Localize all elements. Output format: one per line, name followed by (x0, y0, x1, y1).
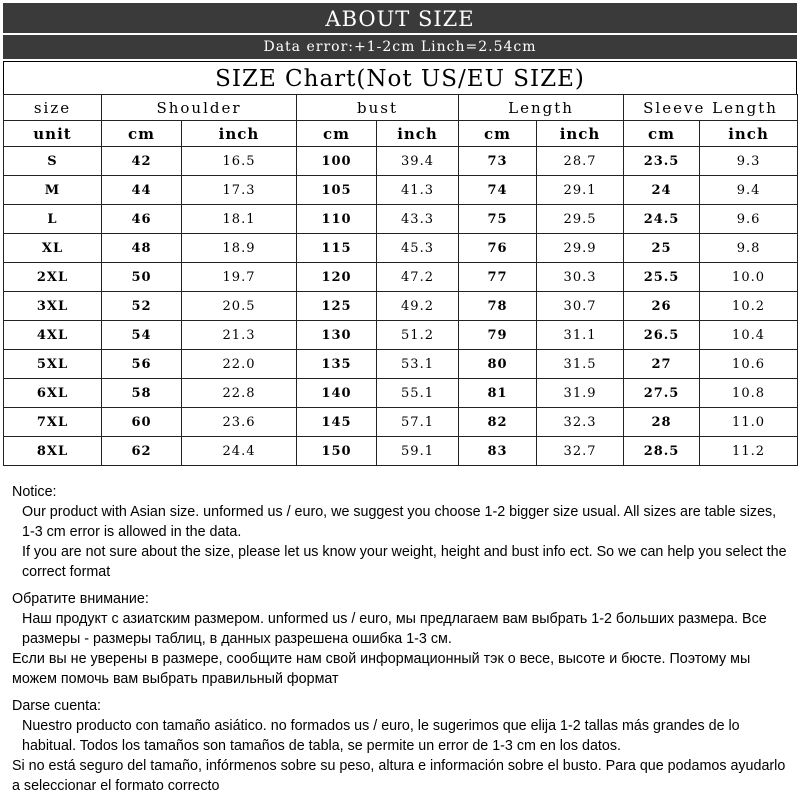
group-header-row (4, 95, 798, 121)
measurement-cell: 43.3 (377, 205, 459, 234)
measurement-cell: 54 (102, 321, 182, 350)
measurement-cell: 32.3 (537, 408, 624, 437)
measurement-cell: 77 (459, 263, 537, 292)
measurement-cell: 9.8 (700, 234, 798, 263)
measurement-cell: 31.9 (537, 379, 624, 408)
measurement-cell: 11.2 (700, 437, 798, 466)
notice-heading-ru: Обратите внимание: (12, 591, 149, 607)
unit-header: cm (297, 121, 377, 147)
measurement-cell: 10.0 (700, 263, 798, 292)
measurement-cell: 78 (459, 292, 537, 321)
measurement-cell: 41.3 (377, 176, 459, 205)
measurement-cell: 130 (297, 321, 377, 350)
measurement-cell: 120 (297, 263, 377, 292)
size-row (4, 176, 798, 205)
size-label-cell: L (4, 205, 102, 234)
notice-text-ru: Если вы не уверены в размере, сообщите нам свой информационный тэк о весе, высоте и бюсте. Поэтому мы можем помочь вам выбрать правильный формат (12, 651, 751, 687)
size-row (4, 205, 798, 234)
unit-header: inch (537, 121, 624, 147)
measurement-cell: 9.4 (700, 176, 798, 205)
measurement-cell: 75 (459, 205, 537, 234)
measurement-cell: 26.5 (624, 321, 700, 350)
measurement-cell: 79 (459, 321, 537, 350)
measurement-cell: 24 (624, 176, 700, 205)
measurement-cell: 27.5 (624, 379, 700, 408)
size-row (4, 321, 798, 350)
measurement-cell: 58 (102, 379, 182, 408)
measurement-cell: 55.1 (377, 379, 459, 408)
shoulder-group-header: Shoulder (102, 95, 297, 121)
measurement-cell: 47.2 (377, 263, 459, 292)
measurement-cell: 57.1 (377, 408, 459, 437)
measurement-cell: 11.0 (700, 408, 798, 437)
measurement-cell: 60 (102, 408, 182, 437)
notice-text-es: Si no está seguro del tamaño, infórmenos sobre su peso, altura e información sobre el busto. Para que podamos ayudarlo a seleccionar el formato correcto (12, 758, 786, 794)
measurement-cell: 45.3 (377, 234, 459, 263)
size-row (4, 408, 798, 437)
measurement-cell: 21.3 (182, 321, 297, 350)
measurement-cell: 10.8 (700, 379, 798, 408)
measurement-cell: 25 (624, 234, 700, 263)
notice-heading-en: Notice: (12, 484, 57, 500)
measurement-cell: 135 (297, 350, 377, 379)
measurement-cell: 52 (102, 292, 182, 321)
measurement-cell: 83 (459, 437, 537, 466)
measurement-cell: 48 (102, 234, 182, 263)
measurement-cell: 82 (459, 408, 537, 437)
notice-text-es: Nuestro producto con tamaño asiático. no formados us / euro, le sugerimos que elija 1-2 tallas más grandes de lo habitual. Todos los tamaños son tamaños de tabla, se permite un error de 1-3 cm en los datos. (22, 718, 740, 754)
size-row (4, 350, 798, 379)
size-row (4, 437, 798, 466)
measurement-cell: 115 (297, 234, 377, 263)
measurement-cell: 23.5 (624, 147, 700, 176)
data-error-banner: Data error:+1-2cm Linch=2.54cm (3, 35, 797, 59)
bust-group-header: bust (297, 95, 459, 121)
measurement-cell: 56 (102, 350, 182, 379)
about-size-banner: ABOUT SIZE (3, 3, 797, 33)
measurement-cell: 145 (297, 408, 377, 437)
measurement-cell: 140 (297, 379, 377, 408)
size-label-cell: 2XL (4, 263, 102, 292)
measurement-cell: 16.5 (182, 147, 297, 176)
measurement-cell: 51.2 (377, 321, 459, 350)
measurement-cell: 59.1 (377, 437, 459, 466)
measurement-cell: 53.1 (377, 350, 459, 379)
measurement-cell: 110 (297, 205, 377, 234)
measurement-cell: 80 (459, 350, 537, 379)
notice-text-en: Our product with Asian size. unformed us / euro, we suggest you choose 1-2 bigger size usual. All sizes are table sizes, 1-3 cm error is allowed in the data. (22, 504, 777, 540)
measurement-cell: 81 (459, 379, 537, 408)
measurement-cell: 24.5 (624, 205, 700, 234)
measurement-cell: 29.5 (537, 205, 624, 234)
size-label-cell: XL (4, 234, 102, 263)
measurement-cell: 39.4 (377, 147, 459, 176)
measurement-cell: 28.7 (537, 147, 624, 176)
measurement-cell: 30.7 (537, 292, 624, 321)
measurement-cell: 17.3 (182, 176, 297, 205)
measurement-cell: 100 (297, 147, 377, 176)
measurement-cell: 31.1 (537, 321, 624, 350)
measurement-cell: 9.3 (700, 147, 798, 176)
measurement-cell: 50 (102, 263, 182, 292)
unit-header: cm (624, 121, 700, 147)
measurement-cell: 27 (624, 350, 700, 379)
measurement-cell: 9.6 (700, 205, 798, 234)
measurement-cell: 42 (102, 147, 182, 176)
size-chart-table (3, 94, 798, 466)
measurement-cell: 125 (297, 292, 377, 321)
measurement-cell: 150 (297, 437, 377, 466)
unit-header: inch (700, 121, 798, 147)
notice-text-en: If you are not sure about the size, please let us know your weight, height and bust info ect. So we can help you select the correct format (22, 544, 787, 580)
measurement-cell: 26 (624, 292, 700, 321)
size-row (4, 234, 798, 263)
unit-header: cm (459, 121, 537, 147)
size-label-cell: 8XL (4, 437, 102, 466)
measurement-cell: 49.2 (377, 292, 459, 321)
unit-header: inch (377, 121, 459, 147)
measurement-cell: 31.5 (537, 350, 624, 379)
measurement-cell: 20.5 (182, 292, 297, 321)
measurement-cell: 73 (459, 147, 537, 176)
measurement-cell: 62 (102, 437, 182, 466)
sleeve-length-group-header: Sleeve Length (624, 95, 798, 121)
measurement-cell: 76 (459, 234, 537, 263)
size-label-cell: 7XL (4, 408, 102, 437)
unit-header: unit (4, 121, 102, 147)
size-label-cell: 5XL (4, 350, 102, 379)
measurement-cell: 74 (459, 176, 537, 205)
measurement-cell: 46 (102, 205, 182, 234)
measurement-cell: 30.3 (537, 263, 624, 292)
size-row (4, 379, 798, 408)
size-label-cell: M (4, 176, 102, 205)
size-group-header: size (4, 95, 102, 121)
size-notes (12, 482, 792, 796)
measurement-cell: 24.4 (182, 437, 297, 466)
size-label-cell: 6XL (4, 379, 102, 408)
notice-text-ru: Наш продукт с азиатским размером. unformed us / euro, мы предлагаем вам выбрать 1-2 больших размера. Все размеры - размеры таблиц, в данных разрешена ошибка 1-3 см. (22, 611, 767, 647)
measurement-cell: 10.6 (700, 350, 798, 379)
unit-header: inch (182, 121, 297, 147)
measurement-cell: 22.0 (182, 350, 297, 379)
unit-header-row (4, 121, 798, 147)
size-chart-title: SIZE Chart(Not US/EU SIZE) (3, 61, 797, 94)
size-label-cell: 3XL (4, 292, 102, 321)
measurement-cell: 25.5 (624, 263, 700, 292)
measurement-cell: 19.7 (182, 263, 297, 292)
measurement-cell: 10.2 (700, 292, 798, 321)
measurement-cell: 10.4 (700, 321, 798, 350)
length-group-header: Length (459, 95, 624, 121)
size-row (4, 147, 798, 176)
measurement-cell: 18.1 (182, 205, 297, 234)
size-label-cell: S (4, 147, 102, 176)
size-label-cell: 4XL (4, 321, 102, 350)
measurement-cell: 29.1 (537, 176, 624, 205)
measurement-cell: 32.7 (537, 437, 624, 466)
measurement-cell: 105 (297, 176, 377, 205)
measurement-cell: 22.8 (182, 379, 297, 408)
measurement-cell: 18.9 (182, 234, 297, 263)
measurement-cell: 23.6 (182, 408, 297, 437)
measurement-cell: 28 (624, 408, 700, 437)
unit-header: cm (102, 121, 182, 147)
measurement-cell: 29.9 (537, 234, 624, 263)
measurement-cell: 28.5 (624, 437, 700, 466)
size-row (4, 292, 798, 321)
measurement-cell: 44 (102, 176, 182, 205)
size-row (4, 263, 798, 292)
notice-heading-es: Darse cuenta: (12, 698, 102, 714)
